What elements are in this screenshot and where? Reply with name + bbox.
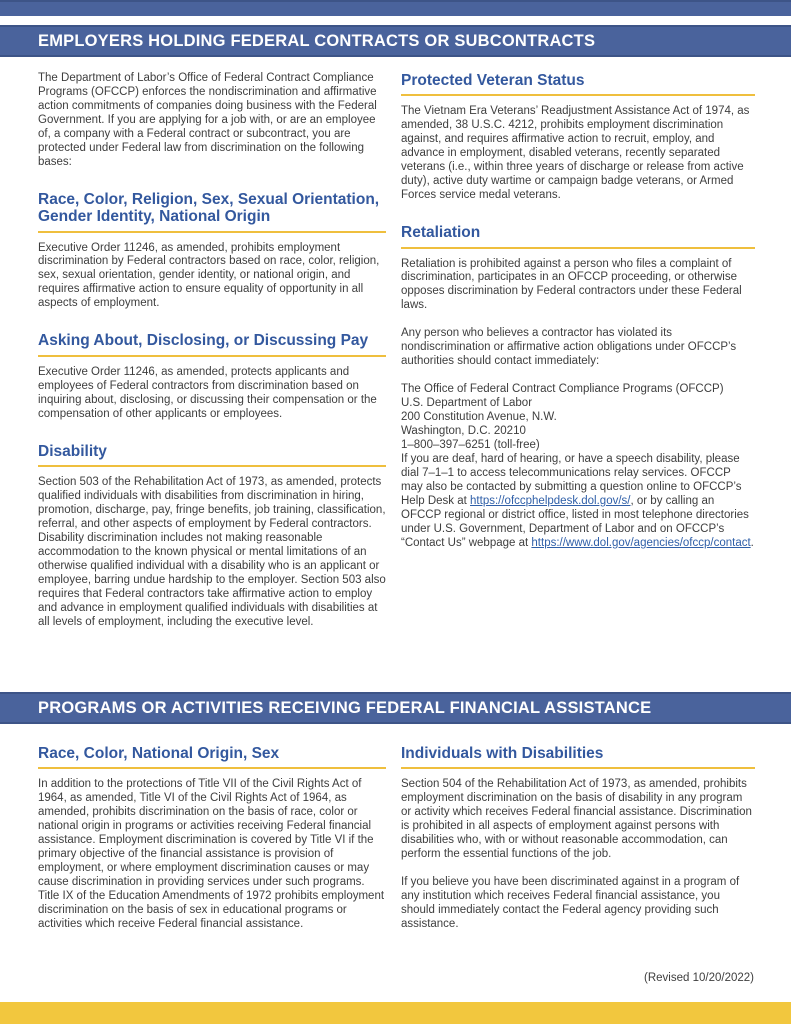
retaliation-section [401, 224, 755, 551]
race-religion-section [38, 191, 386, 312]
section2-banner-title: PROGRAMS OR ACTIVITIES RECEIVING FEDERAL FINANCIAL ASSISTANCE [38, 698, 652, 717]
relay-paragraph [401, 453, 755, 551]
top-gap-strip [0, 16, 791, 25]
section1-left-column [38, 72, 386, 692]
race-national-origin-heading: Race, Color, National Origin, Sex [38, 745, 386, 769]
pay-heading: Asking About, Disclosing, or Discussing Pay [38, 332, 386, 356]
revised-date-note: (Revised 10/20/2022) [644, 972, 754, 984]
veteran-heading: Protected Veteran Status [401, 72, 755, 96]
relay-text-1: If you are deaf, hard of hearing, or have a speech disability, please dial 7–1–1 to access telecommunications relay services. OFCCP may also be contacted by submitting a question online to OFCCP’s Help Desk at [401, 453, 742, 508]
race-national-origin-section [38, 745, 386, 932]
contact-line-phone: 1–800–397–6251 (toll-free) [401, 439, 540, 452]
individuals-disabilities-body-2: If you believe you have been discriminated against in a program of any institution which receives Federal financial assistance, you should immediately contact the Federal agency providing such assistance. [401, 876, 740, 931]
ofccp-helpdesk-link[interactable]: https://ofccphelpdesk.dol.gov/s/ [470, 495, 631, 508]
intro-paragraph: The Department of Labor’s Office of Federal Contract Compliance Programs (OFCCP) enforces the nondiscrimination and affirmative action commitments of companies doing business with the Federal Government. If you are applying for a job with, or are an employee of, a company with a Federal contract or subcontract, you are protected under Federal law from discrimination on the following bases: [38, 72, 377, 168]
ofccp-contact-block [401, 383, 755, 453]
top-border-bar [0, 0, 791, 16]
ofccp-contact-page-link[interactable]: https://www.dol.gov/agencies/ofccp/contact [531, 536, 751, 549]
individuals-disabilities-heading: Individuals with Disabilities [401, 745, 755, 769]
relay-text-2: , or by calling an OFCCP regional or district office, listed in most telephone directories under U.S. Government, Department of Labor and on OFCCP’s “Contact Us” webpage at [401, 495, 749, 549]
race-national-origin-body: In addition to the protections of Title VII of the Civil Rights Act of 1964, as amended, Title VI of the Civil Rights Act of 1964, as amended, prohibits discrimination on the basis of race, color or national origin in programs or activities receiving Federal financial assistance. Employment discrimination is covered by Title VI if the primary objective of the financial assistance is provision of employment, or where employment discrimination causes or may cause discrimination in providing services under such programs. Title IX of the Education Amendments of 1972 prohibits employment discrimination on the basis of sex in educational programs or activities which receive Federal financial assistance. [38, 778, 385, 931]
pay-section [38, 332, 386, 421]
section2-banner [0, 692, 791, 724]
contact-line-agency: The Office of Federal Contract Compliance Programs (OFCCP) [401, 383, 724, 396]
race-religion-body: Executive Order 11246, as amended, prohibits employment discrimination by Federal contractors based on race, color, religion, sex, sexual orientation, gender identity, or national origin, and requires affirmative action to ensure equality of opportunity in all aspects of employment. [38, 241, 380, 310]
individuals-disabilities-section [401, 745, 755, 932]
individuals-disabilities-body-1: Section 504 of the Rehabilitation Act of 1973, as amended, prohibits employment discrimination on the basis of disability in any program or activity which receives Federal financial assistance. Discrimination is prohibited in all aspects of employment against persons with disabilities who, with or without reasonable accommodation, can perform the essential functions of the job. [401, 778, 752, 861]
contact-line-department: U.S. Department of Labor [401, 397, 533, 410]
section1-banner-title: EMPLOYERS HOLDING FEDERAL CONTRACTS OR SUBCONTRACTS [38, 31, 596, 50]
disability-heading: Disability [38, 443, 386, 467]
section2-left-column [38, 745, 386, 932]
section1-right-column [401, 72, 755, 692]
retaliation-body-2: Any person who believes a contractor has violated its nondiscrimination or affirmative action obligations under OFCCP’s authorities should contact immediately: [401, 327, 737, 368]
section1-banner [0, 25, 791, 57]
contact-line-city: Washington, D.C. 20210 [401, 425, 526, 438]
section2-right-column [401, 745, 755, 932]
pay-body: Executive Order 11246, as amended, protects applicants and employees of Federal contractors from discrimination based on inquiring about, disclosing, or discussing their compensation or the compensation of other applicants or employees. [38, 365, 377, 420]
section2-content [0, 724, 791, 932]
contact-line-street: 200 Constitution Avenue, N.W. [401, 411, 557, 424]
veteran-body: The Vietnam Era Veterans’ Readjustment Assistance Act of 1974, as amended, 38 U.S.C. 4212, prohibits employment discrimination against, and requires affirmative action to recruit, employ, and advance in employment, disabled veterans, recently separated veterans (i.e., within three years of discharge or release from active duty), active duty wartime or campaign badge veterans, or Armed Forces service medal veterans. [401, 105, 750, 202]
veteran-section [401, 72, 755, 203]
bottom-border-bar [0, 1002, 791, 1024]
retaliation-body-1: Retaliation is prohibited against a person who files a complaint of discrimination, participates in an OFCCP proceeding, or otherwise opposes discrimination by Federal contractors under these Federal laws. [401, 257, 742, 312]
retaliation-heading: Retaliation [401, 224, 755, 248]
disability-section [38, 443, 386, 630]
race-religion-heading: Race, Color, Religion, Sex, Sexual Orientation, Gender Identity, National Origin [38, 191, 386, 233]
section1-content [0, 57, 791, 692]
disability-body: Section 503 of the Rehabilitation Act of 1973, as amended, protects qualified individuals with disabilities from discrimination in hiring, promotion, discharge, pay, fringe benefits, job training, classification, referral, and other aspects of employment by Federal contractors. Disability discrimination includes not making reasonable accommodation to the known physical or mental limitations of an otherwise qualified individual with a disability who is an applicant or employee, barring undue hardship to the employer. Section 503 also requires that Federal contractors take affirmative action to employ and advance in employment qualified individuals with disabilities at all levels of employment, including the executive level. [38, 475, 386, 628]
relay-text-3: . [750, 536, 754, 549]
